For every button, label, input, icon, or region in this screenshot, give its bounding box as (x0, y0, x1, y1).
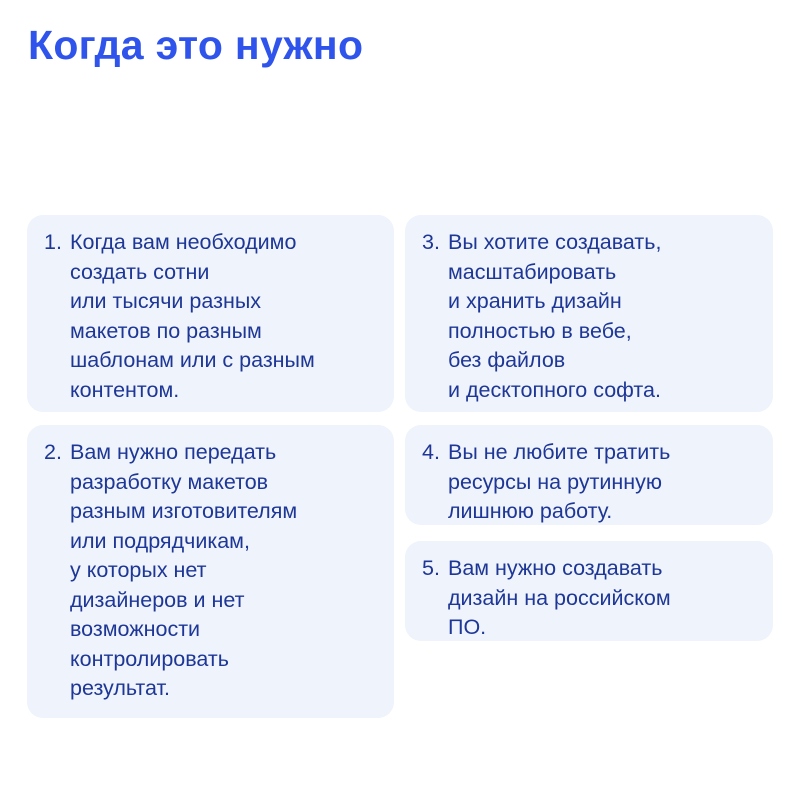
reason-text-line: контролировать (70, 646, 229, 671)
reason-text-line: полностью в вебе, (448, 318, 632, 343)
reason-text-line: у которых нет (70, 558, 207, 582)
reason-text-line: Вы хотите создавать, (448, 230, 662, 254)
reason-text-line: без файлов (448, 348, 566, 372)
reason-text-line: разным изготовителям (70, 499, 298, 523)
reason-text-line: возможности (70, 617, 201, 641)
reason-text-line: Вам нужно создавать (448, 556, 663, 580)
reason-text-line: разработку макетов (70, 469, 269, 494)
reason-text-line: и хранить дизайн (448, 289, 622, 313)
reason-card-3 (405, 215, 773, 412)
reason-text-line: или тысячи разных (70, 289, 262, 313)
page-title: Когда это нужно (28, 22, 364, 68)
reason-text-line: результат. (70, 676, 170, 700)
reason-number: 3. (422, 230, 440, 254)
reason-text-line: или подрядчикам, (70, 528, 250, 553)
reason-card-4 (405, 425, 773, 525)
reason-text-line: масштабировать (448, 259, 617, 284)
reason-text-line: ПО. (448, 615, 487, 639)
reason-card-5 (405, 541, 773, 641)
reason-card-2 (27, 425, 394, 718)
reason-text-line: ресурсы на рутинную (448, 469, 663, 494)
reason-text-line: Вы не любите тратить (448, 440, 671, 464)
reason-text-line: дизайнеров и нет (70, 587, 245, 612)
reason-text-line: шаблонам или с разным (70, 348, 315, 372)
reason-number: 4. (422, 440, 440, 464)
reason-text-line: создать сотни (70, 259, 210, 284)
reason-text-line: Вам нужно передать (70, 440, 277, 464)
reason-text-line: и десктопного софта. (448, 377, 661, 402)
reason-text-line: Когда вам необходимо (70, 230, 297, 254)
reason-number: 1. (44, 230, 62, 254)
reason-text-line: лишнюю работу. (448, 499, 613, 523)
reason-number: 5. (422, 556, 440, 580)
reason-text-line: контентом. (70, 377, 180, 402)
reason-text-line: дизайн на российском (448, 585, 671, 610)
reason-card-1 (27, 215, 394, 412)
reason-number: 2. (44, 440, 62, 464)
reason-text-line: макетов по разным (70, 318, 262, 343)
